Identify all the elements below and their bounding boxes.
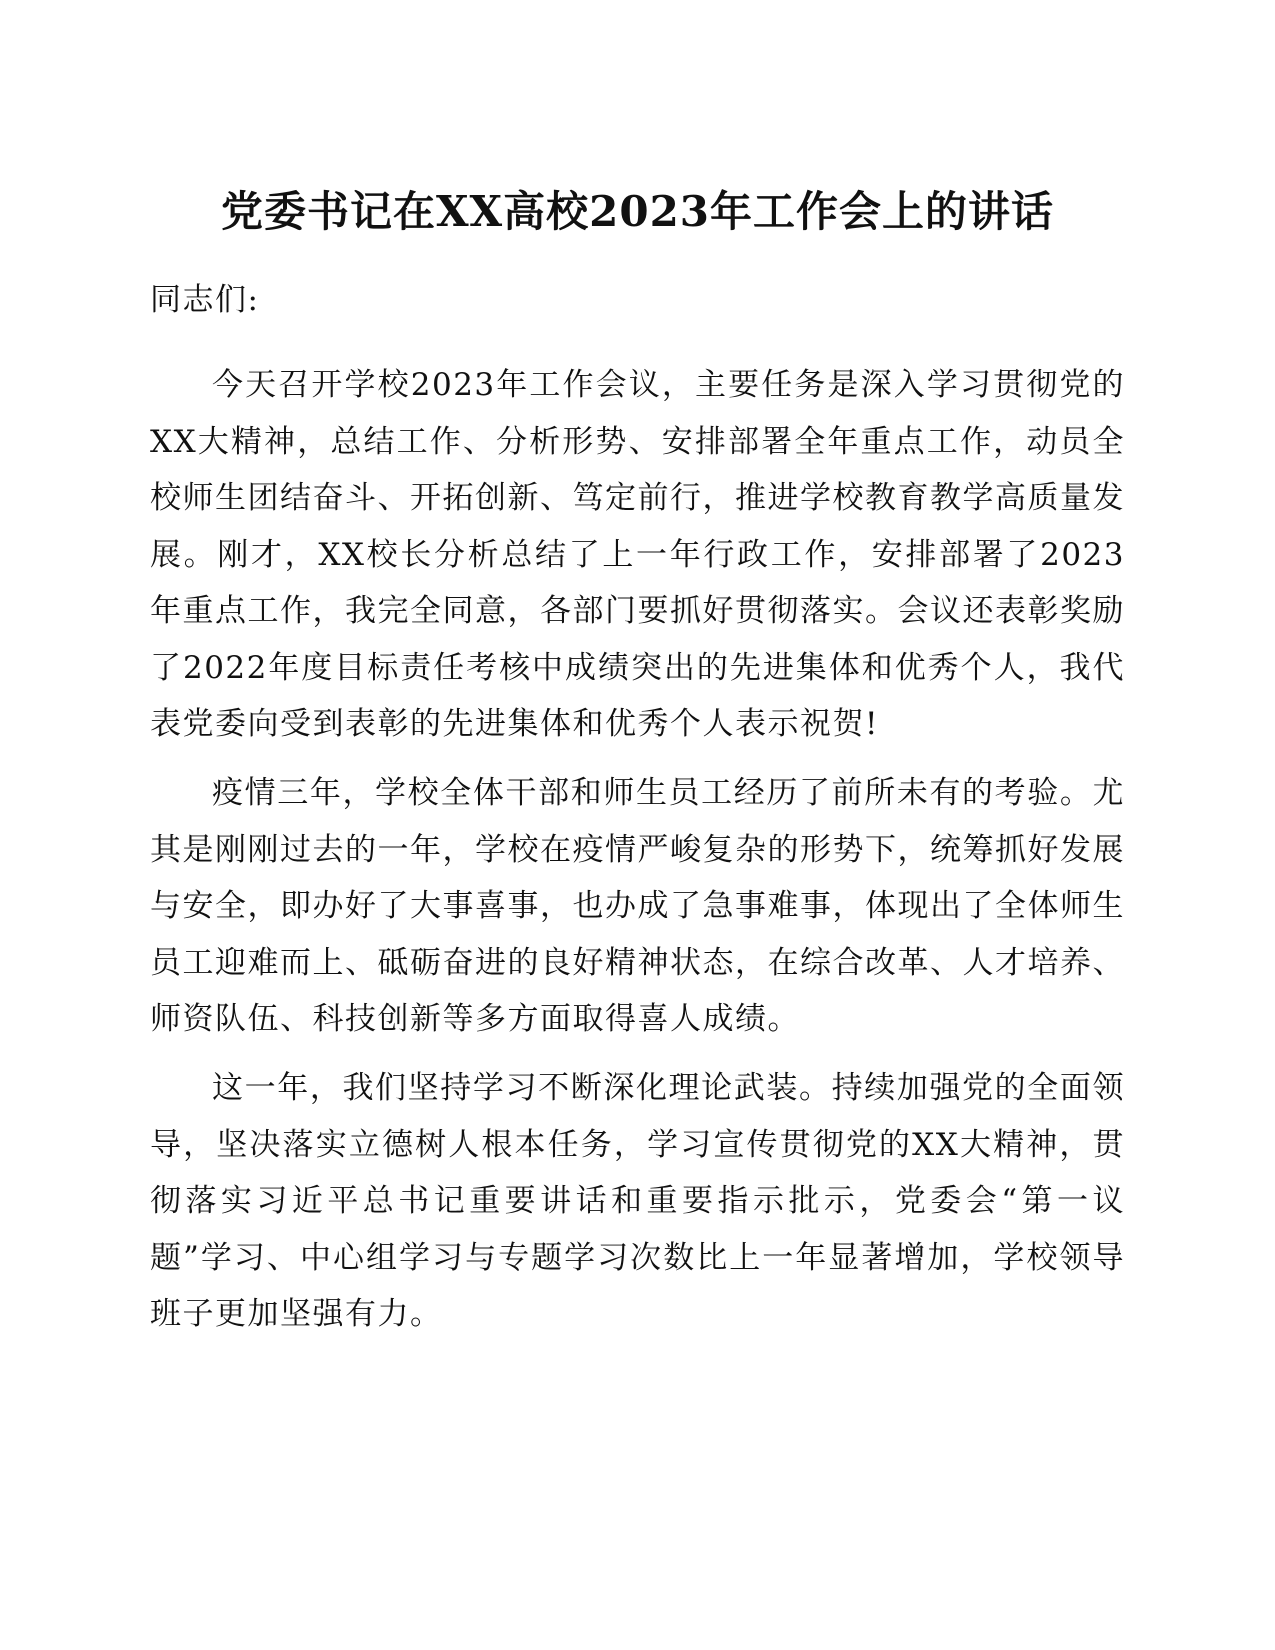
salutation: 同志们: bbox=[150, 282, 260, 318]
document-title: 党委书记在XX高校2023年工作会上的讲话 bbox=[220, 187, 1055, 236]
paragraph-1: 今天召开学校2023年工作会议，主要任务是深入学习贯彻党的XX大精神，总结工作、分析形势、安排部署全年重点工作，动员全校师生团结奋斗、开拓创新、笃定前行，推进学校教育教学高质量发展。刚才，XX校长分析总结了上一年行政工作，安排部署了2023年重点工作，我完全同意，各部门要抓好贯彻落实。会议还表彰奖励了2022年度目标责任考核中成绩突出的先进集体和优秀个人，我代表党委向受到表彰的先进集体和优秀个人表示祝贺! bbox=[150, 367, 1125, 742]
paragraph-3: 这一年，我们坚持学习不断深化理论武装。持续加强党的全面领导，坚决落实立德树人根本任务，学习宣传贯彻党的XX大精神，贯彻落实习近平总书记重要讲话和重要指示批示，党委会“第一议题”学习、中心组学习与专题学习次数比上一年显著增加，学校领导班子更加坚强有力。 bbox=[150, 1070, 1125, 1332]
paragraph-2: 疫情三年，学校全体干部和师生员工经历了前所未有的考验。尤其是刚刚过去的一年，学校在疫情严峻复杂的形势下，统筹抓好发展与安全，即办好了大事喜事，也办成了急事难事，体现出了全体师生员工迎难而上、砥砺奋进的良好精神状态，在综合改革、人才培养、师资队伍、科技创新等多方面取得喜人成绩。 bbox=[150, 775, 1125, 1037]
